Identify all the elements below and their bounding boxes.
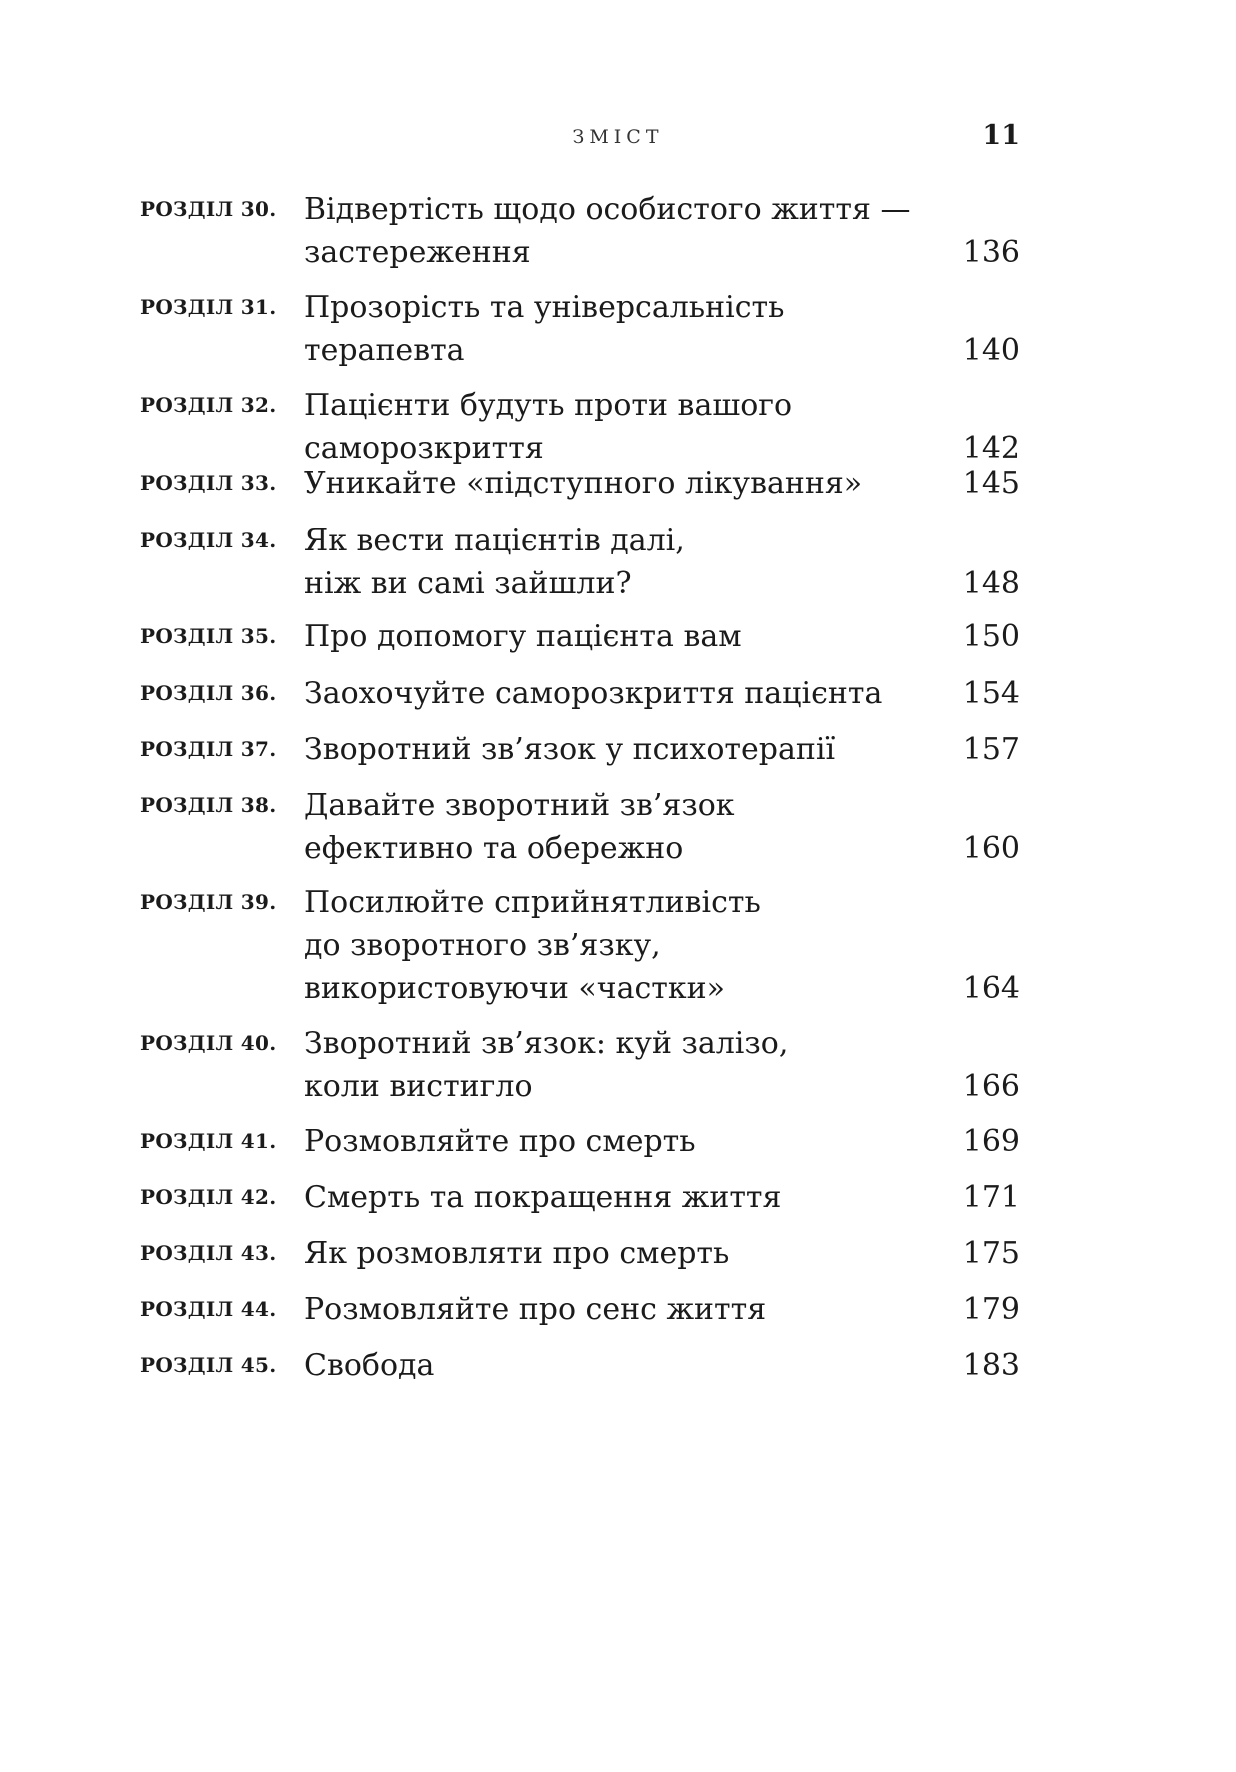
chapter-title xyxy=(304,728,924,771)
chapter-title xyxy=(304,672,924,715)
chapter-label: РОЗДІЛ 31. xyxy=(140,295,277,319)
chapter-label: РОЗДІЛ 40. xyxy=(140,1031,277,1055)
toc-entry[interactable] xyxy=(140,672,1020,715)
chapter-label: РОЗДІЛ 37. xyxy=(140,737,277,761)
chapter-page-number: 179 xyxy=(962,1292,1020,1327)
chapter-title-line: використовуючи «частки» xyxy=(304,971,725,1006)
toc-entry[interactable] xyxy=(140,462,1020,505)
toc-entry[interactable] xyxy=(140,881,1020,1010)
chapter-label: РОЗДІЛ 35. xyxy=(140,624,277,648)
running-header-title: ЗМІСТ xyxy=(572,126,664,148)
chapter-title-line: ніж ви самі зайшли? xyxy=(304,566,632,601)
chapter-label: РОЗДІЛ 39. xyxy=(140,890,277,914)
chapter-title-line: Уникайте «підступного лікування» xyxy=(304,466,863,501)
toc-entry[interactable] xyxy=(140,615,1020,658)
chapter-title-line: Свобода xyxy=(304,1348,435,1383)
chapter-title-line: саморозкриття xyxy=(304,431,544,466)
chapter-page-number: 183 xyxy=(962,1348,1020,1383)
chapter-title-line: Пацієнти будуть проти вашого xyxy=(304,388,793,423)
chapter-label: РОЗДІЛ 44. xyxy=(140,1297,277,1321)
chapter-title-line: Заохочуйте саморозкриття пацієнта xyxy=(304,676,883,711)
toc-entry[interactable] xyxy=(140,1232,1020,1275)
chapter-label: РОЗДІЛ 43. xyxy=(140,1241,277,1265)
chapter-title-line: Давайте зворотний зв’язок xyxy=(304,788,735,823)
chapter-title xyxy=(304,1022,924,1108)
chapter-page-number: 175 xyxy=(962,1236,1020,1271)
chapter-title-line: Як вести пацієнтів далі, xyxy=(304,523,685,558)
chapter-title-line: застереження xyxy=(304,235,531,270)
toc-entry[interactable] xyxy=(140,728,1020,771)
toc-entry[interactable] xyxy=(140,384,1020,470)
chapter-title-line: ефективно та обережно xyxy=(304,831,684,866)
chapter-page-number: 171 xyxy=(962,1180,1020,1215)
chapter-label: РОЗДІЛ 33. xyxy=(140,471,277,495)
chapter-page-number: 166 xyxy=(962,1069,1020,1104)
toc-entry[interactable] xyxy=(140,519,1020,605)
chapter-title xyxy=(304,615,924,658)
chapter-page-number: 157 xyxy=(962,732,1020,767)
toc-entry[interactable] xyxy=(140,286,1020,372)
chapter-page-number: 150 xyxy=(962,619,1020,654)
chapter-title-line: терапевта xyxy=(304,333,465,368)
chapter-title xyxy=(304,188,924,274)
chapter-title-line: Прозорість та універсальність xyxy=(304,290,785,325)
toc-entry[interactable] xyxy=(140,1120,1020,1163)
chapter-page-number: 154 xyxy=(962,676,1020,711)
chapter-page-number: 145 xyxy=(962,466,1020,501)
toc-entry[interactable] xyxy=(140,1176,1020,1219)
chapter-title-line: Як розмовляти про смерть xyxy=(304,1236,730,1271)
toc-entry[interactable] xyxy=(140,1288,1020,1331)
chapter-title xyxy=(304,1176,924,1219)
chapter-title xyxy=(304,1288,924,1331)
toc-entry[interactable] xyxy=(140,784,1020,870)
toc-entry[interactable] xyxy=(140,1022,1020,1108)
chapter-title-line: Відвертість щодо особистого життя — xyxy=(304,192,911,227)
chapter-page-number: 142 xyxy=(962,431,1020,466)
chapter-page-number: 169 xyxy=(962,1124,1020,1159)
chapter-title xyxy=(304,881,924,1010)
chapter-title xyxy=(304,1344,924,1387)
chapter-title-line: Зворотний зв’язок: куй залізо, xyxy=(304,1026,789,1061)
chapter-label: РОЗДІЛ 42. xyxy=(140,1185,277,1209)
chapter-page-number: 140 xyxy=(962,333,1020,368)
chapter-label: РОЗДІЛ 45. xyxy=(140,1353,277,1377)
chapter-title-line: Розмовляйте про смерть xyxy=(304,1124,696,1159)
chapter-title xyxy=(304,384,924,470)
toc-entry[interactable] xyxy=(140,188,1020,274)
page-number: 11 xyxy=(982,120,1020,151)
chapter-page-number: 148 xyxy=(962,566,1020,601)
chapter-label: РОЗДІЛ 32. xyxy=(140,393,277,417)
chapter-label: РОЗДІЛ 36. xyxy=(140,681,277,705)
chapter-title-line: Посилюйте сприйнятливість xyxy=(304,885,761,920)
chapter-label: РОЗДІЛ 38. xyxy=(140,793,277,817)
chapter-page-number: 164 xyxy=(962,971,1020,1006)
chapter-title-line: Зворотний зв’язок у психотерапії xyxy=(304,732,836,767)
chapter-title xyxy=(304,784,924,870)
chapter-title-line: Про допомогу пацієнта вам xyxy=(304,619,742,654)
chapter-label: РОЗДІЛ 41. xyxy=(140,1129,277,1153)
chapter-title xyxy=(304,1120,924,1163)
chapter-title xyxy=(304,1232,924,1275)
chapter-label: РОЗДІЛ 30. xyxy=(140,197,277,221)
chapter-label: РОЗДІЛ 34. xyxy=(140,528,277,552)
chapter-title xyxy=(304,462,924,505)
chapter-title-line: до зворотного зв’язку, xyxy=(304,928,661,963)
chapter-title xyxy=(304,286,924,372)
chapter-title-line: коли вистигло xyxy=(304,1069,533,1104)
chapter-title xyxy=(304,519,924,605)
chapter-page-number: 160 xyxy=(962,831,1020,866)
chapter-title-line: Розмовляйте про сенс життя xyxy=(304,1292,767,1327)
toc-entry[interactable] xyxy=(140,1344,1020,1387)
chapter-page-number: 136 xyxy=(962,235,1020,270)
chapter-title-line: Смерть та покращення життя xyxy=(304,1180,782,1215)
